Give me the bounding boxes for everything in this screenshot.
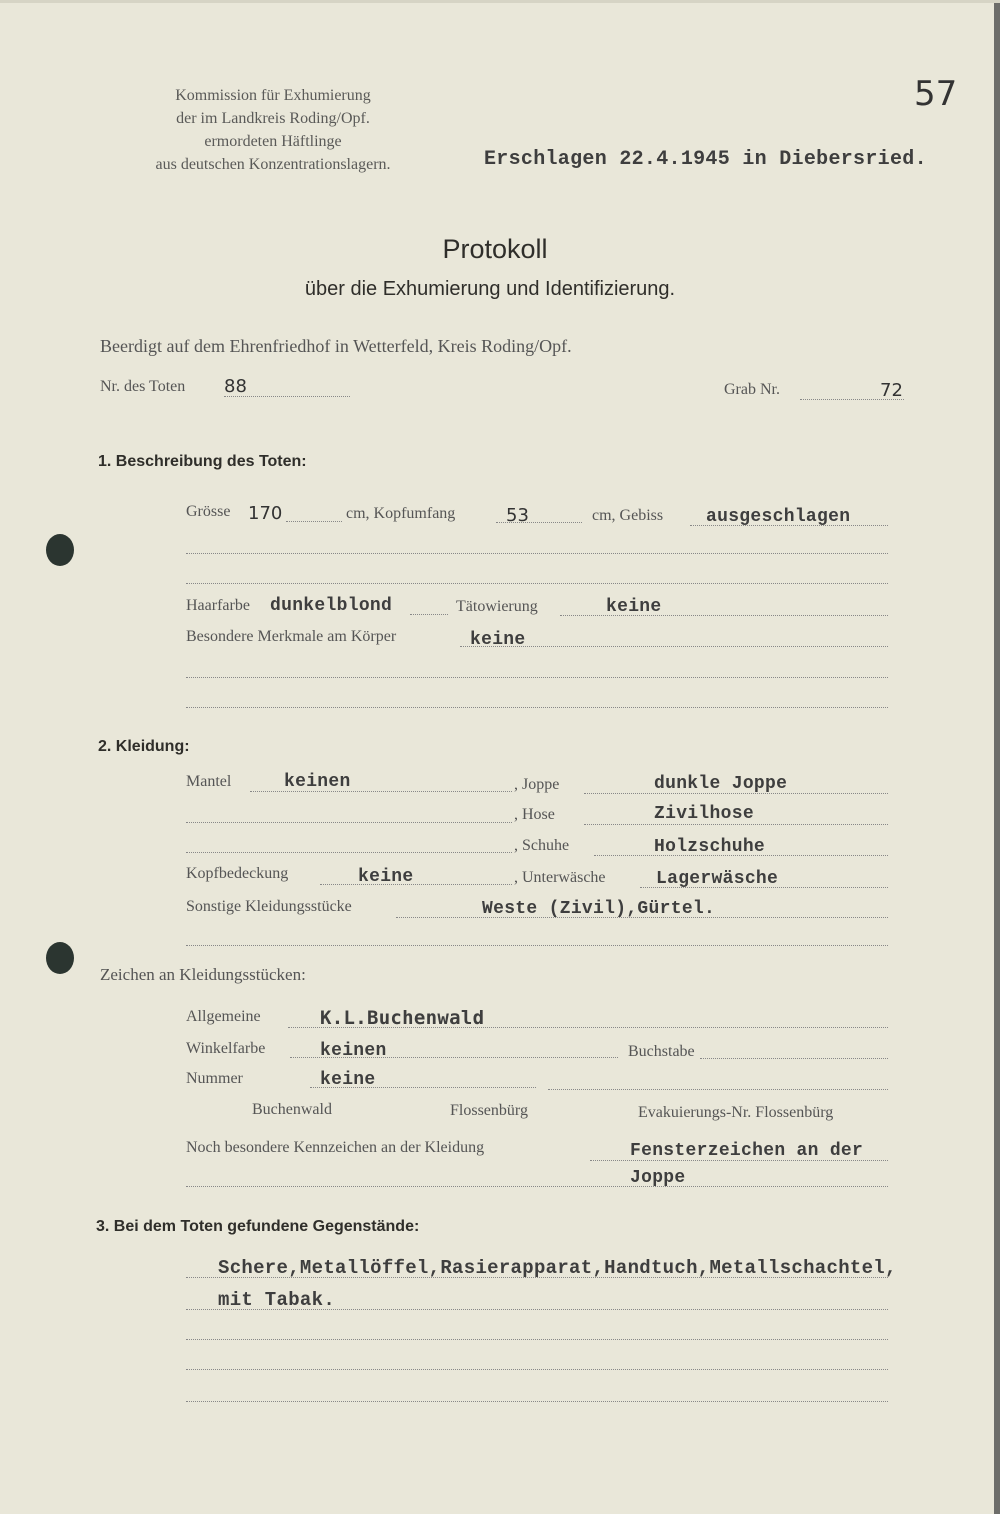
kopfbedeckung-label: Kopfbedeckung xyxy=(186,865,289,882)
commission-line: ermordeten Häftlinge xyxy=(204,133,342,150)
taetowierung-value: keine xyxy=(606,597,662,617)
dotted-line xyxy=(186,1186,888,1187)
scan-edge-top xyxy=(0,0,1000,3)
kopfbedeckung-value: keine xyxy=(358,867,414,887)
kopfumfang-label: cm, Kopfumfang xyxy=(346,505,456,522)
dotted-line xyxy=(186,1369,888,1370)
merkmale-label: Besondere Merkmale am Körper xyxy=(186,628,397,645)
commission-line: Kommission für Exhumierung xyxy=(175,87,371,104)
dotted-line xyxy=(800,399,904,400)
dotted-line xyxy=(186,583,888,584)
merkmale-value: keine xyxy=(470,630,526,650)
nummer-label: Nummer xyxy=(186,1070,243,1087)
dotted-line xyxy=(286,521,342,522)
dotted-line xyxy=(288,1027,888,1028)
allgemeine-value: K.L.Buchenwald xyxy=(320,1007,485,1029)
dotted-line xyxy=(584,793,888,794)
section-2-heading: 2. Kleidung: xyxy=(98,738,190,755)
grab-value: 72 xyxy=(880,380,903,401)
dotted-line xyxy=(594,855,888,856)
dotted-line xyxy=(186,553,888,554)
dotted-line xyxy=(496,522,582,523)
commission-line: der im Landkreis Roding/Opf. xyxy=(176,110,370,127)
nummer-value: keine xyxy=(320,1070,376,1090)
besondere-kennzeichen-value: Fensterzeichen an der xyxy=(630,1141,864,1161)
gebiss-label: cm, Gebiss xyxy=(592,507,664,524)
punch-hole xyxy=(46,942,74,974)
taetowierung-label: Tätowierung xyxy=(456,598,538,615)
column-flossenbuerg: Flossenbürg xyxy=(450,1102,528,1119)
dotted-line xyxy=(548,1089,888,1090)
hose-label: , Hose xyxy=(514,806,555,823)
dotted-line xyxy=(186,1339,888,1340)
schuhe-label: , Schuhe xyxy=(514,837,570,854)
joppe-label: , Joppe xyxy=(514,776,560,793)
gebiss-value: ausgeschlagen xyxy=(706,507,851,527)
dotted-line xyxy=(640,887,888,888)
dotted-line xyxy=(186,707,888,708)
dotted-line xyxy=(460,646,888,647)
typed-note: Erschlagen 22.4.1945 in Diebersried. xyxy=(484,148,927,171)
commission-line: aus deutschen Konzentrationslagern. xyxy=(155,156,391,173)
dotted-line xyxy=(186,945,888,946)
mantel-label: Mantel xyxy=(186,773,232,790)
buchstabe-label: Buchstabe xyxy=(628,1043,695,1060)
mantel-value: keinen xyxy=(284,772,351,792)
column-buchenwald: Buchenwald xyxy=(252,1101,332,1118)
nr-value: 88 xyxy=(224,376,247,397)
dotted-line xyxy=(690,525,888,526)
dotted-line xyxy=(560,615,888,616)
dotted-line xyxy=(224,396,350,397)
grab-label: Grab Nr. xyxy=(724,381,780,398)
dotted-line xyxy=(590,1160,888,1161)
commission-header xyxy=(108,84,438,176)
unterwaesche-value: Lagerwäsche xyxy=(656,869,779,889)
dotted-line xyxy=(186,1401,888,1402)
punch-hole xyxy=(46,534,74,566)
schuhe-value: Holzschuhe xyxy=(654,837,766,857)
besondere-kennzeichen-value-2: Joppe xyxy=(630,1168,686,1188)
sonstige-label: Sonstige Kleidungsstücke xyxy=(186,898,352,915)
joppe-value: dunkle Joppe xyxy=(654,774,788,794)
page-title: Protokoll xyxy=(442,234,548,264)
scan-edge xyxy=(994,0,1000,1514)
dotted-line xyxy=(186,1309,888,1310)
winkelfarbe-value: keinen xyxy=(320,1041,387,1061)
allgemeine-label: Allgemeine xyxy=(186,1008,261,1025)
besondere-kennzeichen-label: Noch besondere Kennzeichen an der Kleidung xyxy=(186,1139,485,1156)
winkelfarbe-label: Winkelfarbe xyxy=(186,1040,266,1057)
dotted-line xyxy=(290,1057,618,1058)
dotted-line xyxy=(584,824,888,825)
page-number: 57 xyxy=(914,74,958,114)
dotted-line xyxy=(186,677,888,678)
dotted-line xyxy=(396,917,888,918)
groesse-value: 170 xyxy=(248,503,283,524)
dotted-line xyxy=(700,1058,888,1059)
dotted-line xyxy=(250,791,512,792)
dotted-line xyxy=(310,1087,536,1088)
section-1-heading: 1. Beschreibung des Toten: xyxy=(98,453,307,470)
sonstige-value: Weste (Zivil),Gürtel. xyxy=(482,899,716,919)
page-subtitle: über die Exhumierung und Identifizierung. xyxy=(304,278,676,300)
dotted-line xyxy=(410,614,448,615)
hose-value: Zivilhose xyxy=(654,804,754,824)
haarfarbe-label: Haarfarbe xyxy=(186,597,250,614)
dotted-line xyxy=(320,884,512,885)
dotted-line xyxy=(186,1277,888,1278)
zeichen-heading: Zeichen an Kleidungsstücken: xyxy=(100,965,306,984)
kopfumfang-value: 53 xyxy=(506,505,529,526)
groesse-label: Grösse xyxy=(186,503,231,520)
burial-line: Beerdigt auf dem Ehrenfriedhof in Wetterfeld, Kreis Roding/Opf. xyxy=(100,336,572,356)
section-3-heading: 3. Bei dem Toten gefundene Gegenstände: xyxy=(96,1218,420,1235)
dotted-line xyxy=(186,852,512,853)
column-evakuierung: Evakuierungs-Nr. Flossenbürg xyxy=(638,1104,834,1121)
unterwaesche-label: , Unterwäsche xyxy=(514,869,606,886)
gegenstaende-line-1: Schere,Metallöffel,Rasierapparat,Handtuch,Metallschachtel, xyxy=(218,1257,897,1279)
gegenstaende-line-2: mit Tabak. xyxy=(218,1289,336,1311)
dotted-line xyxy=(186,822,512,823)
nr-label: Nr. des Toten xyxy=(100,378,186,395)
haarfarbe-value: dunkelblond xyxy=(270,596,393,616)
